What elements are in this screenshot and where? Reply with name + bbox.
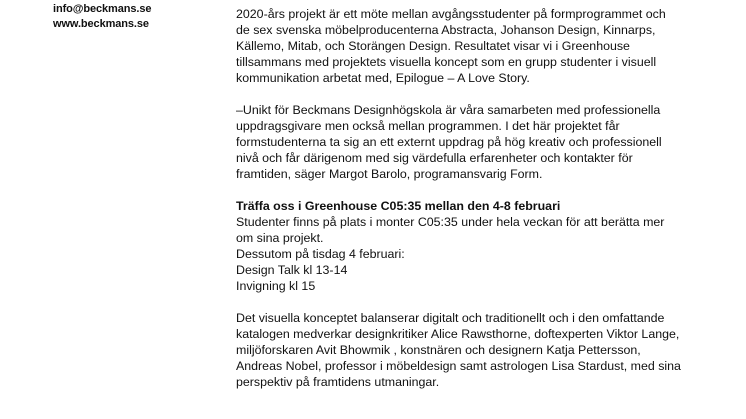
- text-line: nivå och får därigenom med sig värdefulla erfarenheter och kontakter för: [236, 151, 633, 165]
- press-release-body: [236, 6, 736, 406]
- text-line: katalogen medverkar designkritiker Alice Rawsthorne, doftexperten Viktor Lange,: [236, 327, 680, 341]
- text-line: Andreas Nobel, professor i möbeldesign samt astrologen Lisa Stardust, med sina: [236, 359, 681, 373]
- text-line: Design Talk kl 13-14: [236, 263, 348, 277]
- section-heading: Träffa oss i Greenhouse C05:35 mellan den 4-8 februari: [236, 199, 561, 213]
- contact-website[interactable]: www.beckmans.se: [53, 18, 149, 30]
- text-line: Det visuella konceptet balanserar digitalt och traditionellt och i den omfattande: [236, 311, 665, 325]
- contact-email[interactable]: info@beckmans.se: [53, 3, 152, 15]
- text-line: miljöforskaren Avit Bhowmik , konstnären och designern Katja Pettersson,: [236, 343, 641, 357]
- paragraph-event: [236, 198, 736, 294]
- text-line: om sina projekt.: [236, 231, 324, 245]
- text-line: formstudenterna ta sig an ett externt uppdrag på hög kreativ och professionell: [236, 135, 662, 149]
- paragraph-concept: [236, 310, 736, 390]
- text-line: de sex svenska möbelproducenterna Abstracta, Johanson Design, Kinnarps,: [236, 23, 656, 37]
- text-line: Invigning kl 15: [236, 279, 316, 293]
- text-line: Dessutom på tisdag 4 februari:: [236, 247, 405, 261]
- text-line: framtiden, säger Margot Barolo, programansvarig Form.: [236, 167, 543, 181]
- text-line: –Unikt för Beckmans Designhögskola är våra samarbeten med professionella: [236, 103, 661, 117]
- text-line: kommunikation arbetat med, Epilogue – A Love Story.: [236, 71, 530, 85]
- text-line: tillsammans med projektets visuella koncept som en grupp studenter i visuell: [236, 55, 657, 69]
- text-line: uppdragsgivare men också mellan programmen. I det här projektet får: [236, 119, 620, 133]
- text-line: Källemo, Mitab, och Storängen Design. Resultatet visar vi i Greenhouse: [236, 39, 630, 53]
- paragraph-intro: [236, 6, 736, 86]
- contact-info: [53, 2, 151, 32]
- text-line: perspektiv på framtidens utmaningar.: [236, 375, 440, 389]
- paragraph-quote: [236, 102, 736, 182]
- text-line: 2020-års projekt är ett möte mellan avgångsstudenter på formprogrammet och: [236, 7, 666, 21]
- text-line: Studenter finns på plats i monter C05:35 under hela veckan för att berätta mer: [236, 215, 665, 229]
